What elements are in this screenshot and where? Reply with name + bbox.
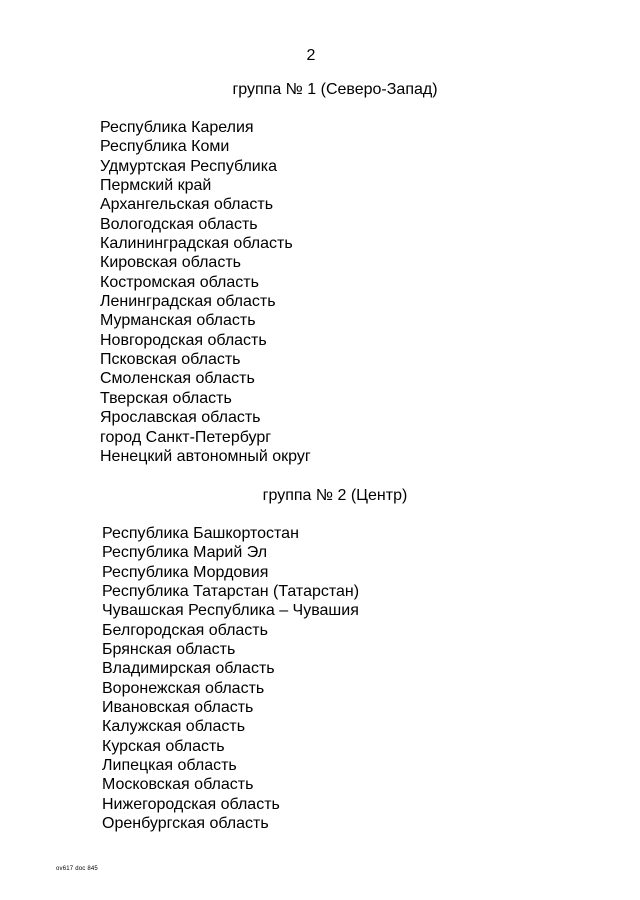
- region-list-item: Чувашская Республика – Чувашия: [102, 602, 359, 620]
- region-list-item: Республика Карелия: [100, 119, 254, 136]
- region-list-item: Удмуртская Республика: [100, 157, 277, 175]
- region-list-item: Белгородская область: [102, 621, 268, 639]
- region-list-item: Калининградская область: [100, 235, 293, 253]
- region-list-item: Воронежская область: [102, 679, 265, 697]
- page-number: 2: [306, 47, 316, 64]
- group-1-region-list: [100, 118, 311, 466]
- region-list-item: Смоленская область: [100, 370, 255, 388]
- region-list-item: Республика Башкортостан: [102, 525, 299, 542]
- region-list-item: Архангельская область: [100, 196, 274, 214]
- region-list-item: Оренбургская область: [102, 815, 269, 833]
- region-list-item: Мурманская область: [100, 312, 256, 330]
- group-2-heading: группа № 2 (Центр): [262, 487, 408, 504]
- region-list-item: город Санкт-Петербург: [100, 428, 272, 446]
- region-list-item: Калужская область: [102, 718, 246, 736]
- region-list-item: Кировская область: [100, 254, 241, 272]
- region-list-item: Ленинградская область: [100, 293, 276, 311]
- footer-file-code: ov617 doc 845: [56, 866, 98, 872]
- region-list-item: Республика Коми: [100, 138, 230, 156]
- region-list-item: Республика Татарстан (Татарстан): [102, 583, 360, 601]
- region-list-item: Костромская область: [100, 273, 259, 291]
- region-list-item: Курская область: [102, 737, 225, 755]
- region-list-item: Псковская область: [100, 351, 241, 369]
- group-1-heading: группа № 1 (Северо-Запад): [232, 81, 438, 98]
- region-list-item: Ярославская область: [100, 409, 261, 427]
- region-list-item: Тверская область: [100, 389, 232, 407]
- region-list-item: Республика Мордовия: [102, 563, 269, 581]
- region-list-item: Ненецкий автономный округ: [100, 447, 311, 465]
- region-list-item: Владимирская область: [102, 660, 275, 678]
- region-list-item: Ивановская область: [102, 699, 254, 717]
- group-2-region-list: [102, 524, 359, 834]
- region-list-item: Новгородская область: [100, 331, 267, 349]
- region-list-item: Брянская область: [102, 641, 236, 659]
- region-list-item: Московская область: [102, 776, 254, 794]
- region-list-item: Липецкая область: [102, 757, 237, 775]
- region-list-item: Республика Марий Эл: [102, 544, 268, 562]
- region-list-item: Вологодская область: [100, 215, 258, 233]
- region-list-item: Пермский край: [100, 177, 212, 195]
- region-list-item: Нижегородская область: [102, 795, 280, 813]
